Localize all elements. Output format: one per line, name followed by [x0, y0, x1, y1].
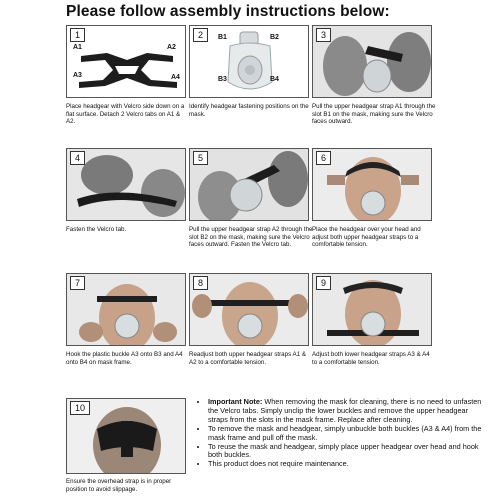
important-note-text: When removing the mask for cleaning, there is no need to unfasten the Velcro tabs. Simply unclip the lower buckles and remove the upper headgear straps from the slots in the mask frame. Replace after cleaning.	[208, 397, 482, 424]
step-number: 4	[70, 151, 85, 165]
step-number: 10	[70, 401, 90, 415]
step-number: 1	[70, 28, 85, 42]
step-3-caption: Pull the upper headgear strap A1 through the slot B1 on the mask, making sure the Velcro faces outward.	[312, 103, 436, 126]
step-9-caption: Adjust both lower headgear straps A3 & A4 to a comfortable tension.	[312, 351, 430, 366]
label-b2: B2	[270, 34, 279, 41]
step-2-image	[189, 25, 309, 98]
step-number: 7	[70, 276, 85, 290]
step-number: 5	[193, 151, 208, 165]
step-number: 3	[316, 28, 331, 42]
page-title: Please follow assembly instructions below:	[66, 3, 390, 20]
step-3-image	[312, 25, 432, 98]
step-10-caption: Ensure the overhead strap is in proper position to avoid slippage.	[66, 478, 172, 493]
label-b1: B1	[218, 34, 227, 41]
note-item: • To remove the mask and headgear, simply unbuckle both buckles (A3 & A4) from the mask frame and pull off the mask.	[208, 425, 486, 443]
step-1-image	[66, 25, 186, 98]
step-number: 6	[316, 151, 331, 165]
step-6-image	[312, 148, 432, 221]
important-notes	[196, 398, 486, 469]
step-number: 9	[316, 276, 331, 290]
step-4-image	[66, 148, 186, 221]
step-9-image	[312, 273, 432, 346]
step-2-caption: Identify headgear fastening positions on the mask.	[189, 103, 309, 118]
label-b4: B4	[270, 76, 279, 83]
step-8-image	[189, 273, 309, 346]
note-item: • To reuse the mask and headgear, simply place upper headgear over head and hook both buckles.	[208, 443, 486, 461]
label-a1: A1	[73, 44, 82, 51]
label-a4: A4	[171, 74, 180, 81]
step-7-image	[66, 273, 186, 346]
step-number: 8	[193, 276, 208, 290]
step-6-caption: Place the headgear over your head and adjust both upper headgear straps to a comfortable tension.	[312, 226, 421, 249]
step-8-caption: Readjust both upper headgear straps A1 & A2 to a comfortable tension.	[189, 351, 306, 366]
step-5-image	[189, 148, 309, 221]
important-note-label: Important Note:	[208, 397, 263, 406]
step-10-image	[66, 398, 186, 474]
step-number: 2	[193, 28, 208, 42]
label-b3: B3	[218, 76, 227, 83]
step-4-caption: Fasten the Velcro tab.	[66, 226, 127, 233]
step-7-caption: Hook the plastic buckle A3 onto B3 and A4 onto B4 on mask frame.	[66, 351, 183, 366]
label-a3: A3	[73, 72, 82, 79]
label-a2: A2	[167, 44, 176, 51]
step-1-caption: Place headgear with Velcro side down on a flat surface. Detach 2 Velcro tabs on A1 & A2.	[66, 103, 185, 126]
note-item: • This product does not require maintenance.	[208, 460, 486, 469]
note-item	[208, 398, 486, 425]
step-5-caption: Pull the upper headgear strap A2 through the slot B2 on the mask, making sure the Velcro faces outward. Fasten the Velcro tab.	[189, 226, 313, 249]
